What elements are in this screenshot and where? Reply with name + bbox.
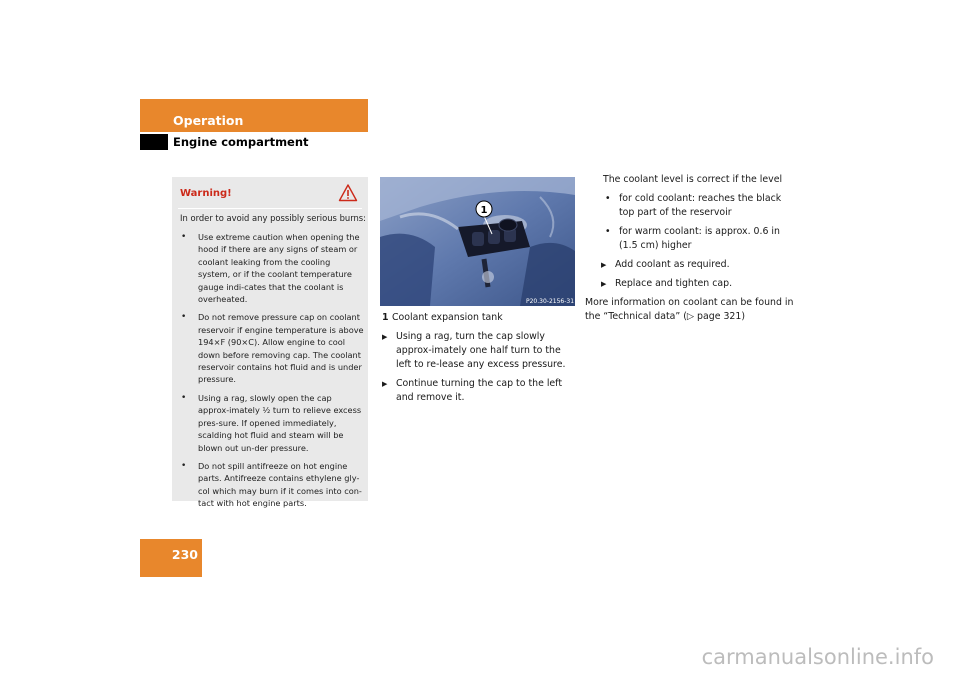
warning-intro: In order to avoid any possibly serious burns:	[180, 213, 366, 223]
figure-code: P20.30-2156-31	[526, 298, 575, 305]
figure-callout: 1	[480, 205, 488, 216]
warning-list	[180, 231, 364, 516]
level-intro: The coolant level is correct if the level	[603, 174, 783, 185]
caption-text: Coolant expansion tank	[391, 312, 503, 323]
header-marker	[140, 134, 168, 150]
step-item: ▶ Continue turning the cap to the left and remove it.	[382, 377, 578, 405]
coolant-tank-photo	[380, 177, 575, 306]
coolant-level-column	[585, 173, 794, 324]
warning-title: Warning!	[180, 188, 232, 199]
level-bullet: • for warm coolant: is approx. 0.6 in (1.5 cm) higher	[603, 225, 789, 253]
instructions-column	[382, 311, 578, 405]
warning-box	[172, 177, 368, 509]
more-info-text: More information on coolant can be found in the “Technical data” (▷ page 321)	[585, 297, 794, 322]
caption-number: 1	[382, 312, 389, 323]
subsection-title: Engine compartment	[173, 135, 309, 149]
page-number: 230	[171, 547, 198, 562]
warning-triangle-icon	[338, 183, 358, 203]
step-item: ▶ Using a rag, turn the cap slowly approx-imately one half turn to the left to re-lease any excess pressure.	[382, 330, 578, 372]
section-title: Operation	[173, 113, 244, 128]
step-item: ▶ Replace and tighten cap.	[601, 277, 789, 291]
warning-item: • Do not spill antifreeze on hot engine parts. Antifreeze contains ethylene gly-col which may burn if it comes into con-tact with hot engine parts.	[180, 460, 364, 510]
warning-item: • Use extreme caution when opening the hood if there are any signs of steam or coolant leaking from the cooling system, or if the coolant temperature gauge indi-cates that the coolant is overheated.	[180, 231, 364, 305]
warning-item: • Using a rag, slowly open the cap approx-imately ½ turn to relieve excess pres-sure. If opened immediately, scalding hot fluid and steam will be blown out un-der pressure.	[180, 392, 364, 454]
level-bullet: • for cold coolant: reaches the black top part of the reservoir	[603, 192, 789, 220]
watermark: carmanualsonline.info	[701, 645, 934, 669]
warning-item: • Do not remove pressure cap on coolant reservoir if engine temperature is above 194×F (90×C). Allow engine to cool down before removing cap. The coolant reservoir contains hot fluid and is under pressure.	[180, 311, 364, 385]
warning-divider	[178, 208, 362, 209]
figure-caption	[382, 311, 578, 325]
step-item: ▶ Add coolant as required.	[601, 258, 789, 272]
